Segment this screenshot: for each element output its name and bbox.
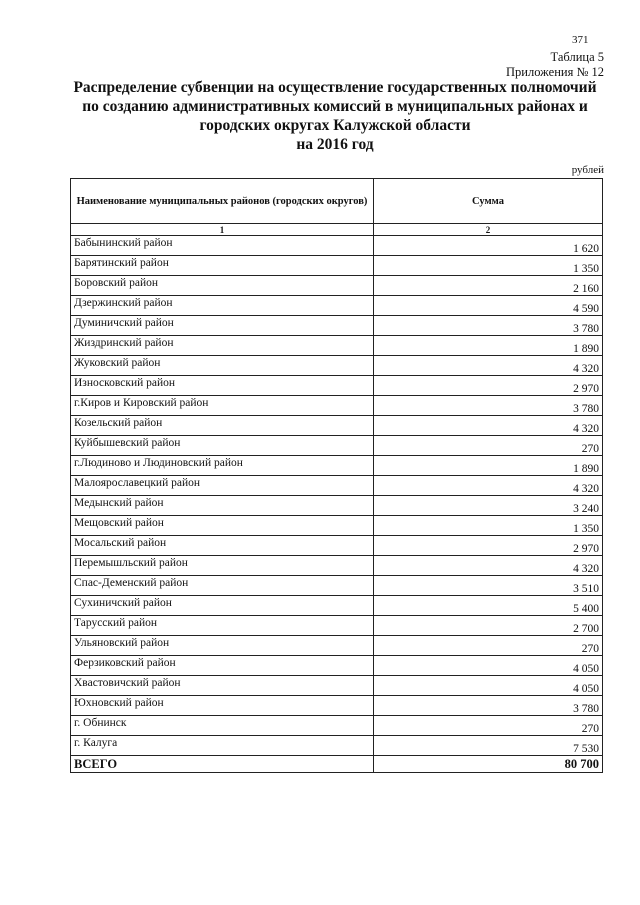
total-row: [71, 756, 603, 773]
column-number: 2: [374, 224, 603, 236]
title-line: по созданию административных комиссий в муниципальных районах и: [82, 98, 588, 115]
column-number: 1: [71, 224, 374, 236]
district-sum: 1 350: [374, 256, 603, 276]
table-row: [71, 696, 603, 716]
district-sum: 270: [374, 436, 603, 456]
district-name: Юхновский район: [71, 696, 374, 716]
table-row: [71, 396, 603, 416]
table-row: [71, 536, 603, 556]
table-row: [71, 436, 603, 456]
table-reference: Таблица 5: [550, 50, 604, 64]
table-row: [71, 636, 603, 656]
district-sum: 4 590: [374, 296, 603, 316]
table-row: [71, 236, 603, 256]
district-name: Думиничский район: [71, 316, 374, 336]
table-row: [71, 316, 603, 336]
district-sum: 3 510: [374, 576, 603, 596]
total-sum: 80 700: [374, 756, 603, 773]
district-name: г.Киров и Кировский район: [71, 396, 374, 416]
district-name: Барятинский район: [71, 256, 374, 276]
page-number: 371: [572, 34, 589, 46]
district-sum: 1 890: [374, 456, 603, 476]
table-row: [71, 276, 603, 296]
title-line: Распределение субвенции на осуществление государственных полномочий: [73, 79, 597, 96]
district-name: Перемышльский район: [71, 556, 374, 576]
table-row: [71, 376, 603, 396]
district-sum: 1 350: [374, 516, 603, 536]
document-title: [60, 78, 610, 154]
district-name: Дзержинский район: [71, 296, 374, 316]
district-name: Сухиничский район: [71, 596, 374, 616]
district-name: Ульяновский район: [71, 636, 374, 656]
table-row: [71, 576, 603, 596]
table-row: [71, 736, 603, 756]
district-sum: 4 320: [374, 476, 603, 496]
header-sum-column: Сумма: [374, 179, 603, 224]
header-name-column: Наименование муниципальных районов (городских округов): [71, 179, 374, 224]
district-sum: 3 780: [374, 396, 603, 416]
district-name: Спас-Деменский район: [71, 576, 374, 596]
district-name: Тарусский район: [71, 616, 374, 636]
district-sum: 4 320: [374, 556, 603, 576]
district-sum: 2 970: [374, 376, 603, 396]
table-row: [71, 336, 603, 356]
district-sum: 1 620: [374, 236, 603, 256]
appendix-number: Приложения № 12: [506, 65, 604, 79]
district-sum: 270: [374, 636, 603, 656]
total-label: ВСЕГО: [71, 756, 374, 773]
table-row: [71, 556, 603, 576]
district-name: г. Калуга: [71, 736, 374, 756]
table-row: [71, 676, 603, 696]
district-name: Износковский район: [71, 376, 374, 396]
district-sum: 2 700: [374, 616, 603, 636]
district-sum: 3 780: [374, 696, 603, 716]
title-line: городских округах Калужской области: [199, 117, 471, 134]
district-name: Куйбышевский район: [71, 436, 374, 456]
table-row: [71, 416, 603, 436]
district-sum: 270: [374, 716, 603, 736]
subvention-table: [70, 178, 603, 773]
district-name: Малоярославецкий район: [71, 476, 374, 496]
district-sum: 4 050: [374, 676, 603, 696]
district-name: Хвастовичский район: [71, 676, 374, 696]
district-sum: 5 400: [374, 596, 603, 616]
table-row: [71, 296, 603, 316]
district-sum: 4 320: [374, 356, 603, 376]
table-row: [71, 356, 603, 376]
district-name: Жиздринский район: [71, 336, 374, 356]
district-sum: 3 780: [374, 316, 603, 336]
table-row: [71, 256, 603, 276]
table-row: [71, 656, 603, 676]
district-name: Ферзиковский район: [71, 656, 374, 676]
table-body: [71, 236, 603, 756]
district-sum: 1 890: [374, 336, 603, 356]
district-name: Медынский район: [71, 496, 374, 516]
district-name: г.Людиново и Людиновский район: [71, 456, 374, 476]
district-sum: 3 240: [374, 496, 603, 516]
table-row: [71, 616, 603, 636]
district-name: Мещовский район: [71, 516, 374, 536]
title-line: на 2016 год: [296, 136, 374, 153]
district-name: Бабынинский район: [71, 236, 374, 256]
district-sum: 2 160: [374, 276, 603, 296]
district-sum: 2 970: [374, 536, 603, 556]
table-row: [71, 716, 603, 736]
district-sum: 4 320: [374, 416, 603, 436]
table-row: [71, 476, 603, 496]
district-name: Боровский район: [71, 276, 374, 296]
units-label: рублей: [571, 164, 604, 176]
column-number-row: [71, 224, 603, 236]
header-row: [71, 179, 603, 224]
district-name: Жуковский район: [71, 356, 374, 376]
table-row: [71, 456, 603, 476]
district-name: Мосальский район: [71, 536, 374, 556]
district-name: Козельский район: [71, 416, 374, 436]
district-sum: 4 050: [374, 656, 603, 676]
table-row: [71, 516, 603, 536]
district-sum: 7 530: [374, 736, 603, 756]
appendix-reference: [506, 50, 604, 80]
district-name: г. Обнинск: [71, 716, 374, 736]
table-row: [71, 596, 603, 616]
table-row: [71, 496, 603, 516]
